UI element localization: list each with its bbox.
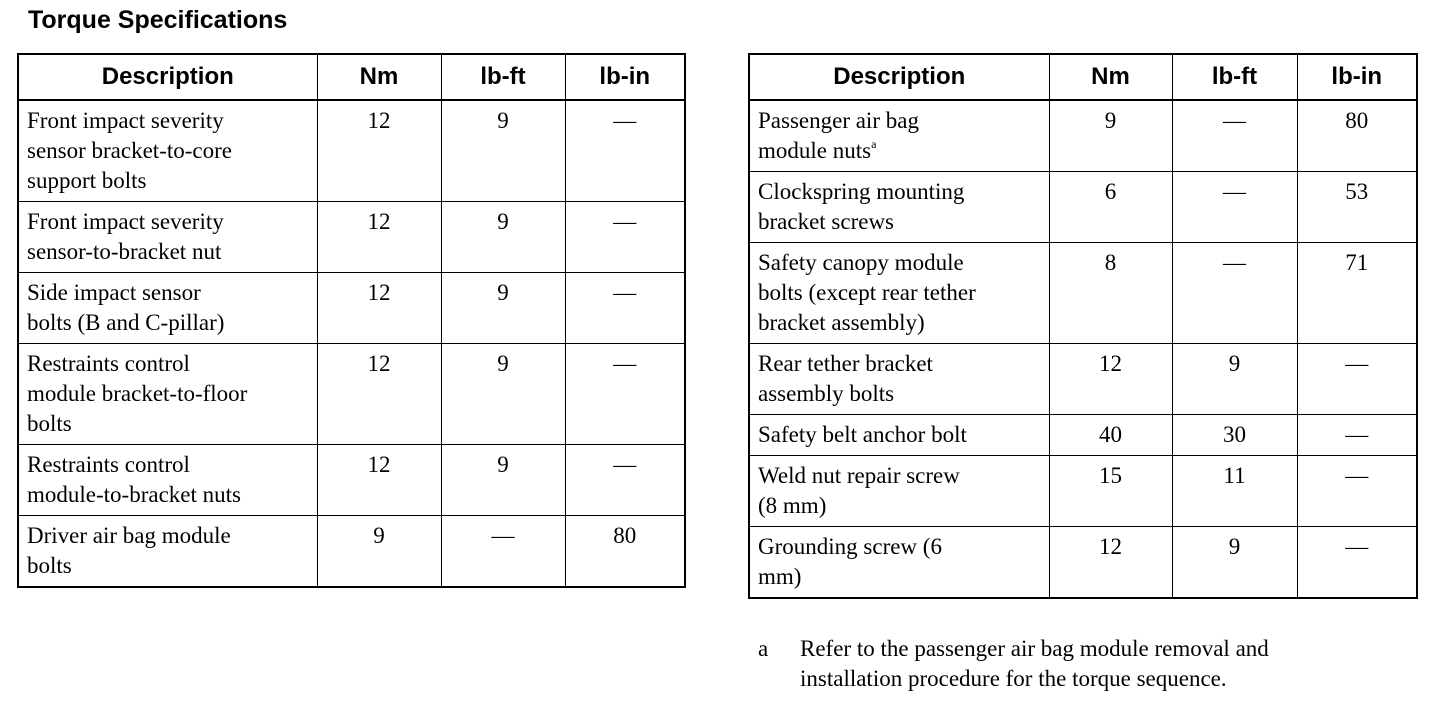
- cell-nm: 12: [1049, 344, 1172, 415]
- header-lb-in: lb-in: [565, 54, 685, 100]
- table-row: [749, 527, 1417, 599]
- description-line: [758, 349, 1043, 379]
- description-text: Restraints control: [27, 452, 190, 477]
- description-text: bolts: [27, 553, 72, 578]
- description-line: [27, 207, 311, 237]
- cell-lb-in: —: [565, 445, 685, 516]
- description-text: Side impact sensor: [27, 280, 201, 305]
- table-row: [749, 344, 1417, 415]
- description-line: [758, 177, 1043, 207]
- cell-lb-in: 71: [1297, 243, 1417, 344]
- cell-lb-ft: —: [1172, 172, 1297, 243]
- table-row: [18, 202, 685, 273]
- table-row: [18, 344, 685, 445]
- cell-lb-ft: 11: [1172, 456, 1297, 527]
- header-lb-ft: lb-ft: [1172, 54, 1297, 100]
- table-body-left: [18, 100, 685, 587]
- cell-nm: 12: [1049, 527, 1172, 599]
- description-text: Front impact severity: [27, 209, 224, 234]
- description-text: bolts: [27, 411, 72, 436]
- table-row: [749, 243, 1417, 344]
- table-row: [749, 456, 1417, 527]
- cell-nm: 15: [1049, 456, 1172, 527]
- description-text: Grounding screw (6: [758, 534, 942, 559]
- description-line: [758, 532, 1043, 562]
- description-text: Driver air bag module: [27, 523, 231, 548]
- cell-description: [749, 344, 1049, 415]
- cell-lb-ft: 9: [441, 100, 565, 202]
- cell-lb-in: —: [1297, 527, 1417, 599]
- cell-lb-in: —: [1297, 415, 1417, 456]
- cell-description: [749, 456, 1049, 527]
- table-row: [18, 273, 685, 344]
- description-line: [758, 491, 1043, 521]
- cell-description: [18, 100, 317, 202]
- footnote-line: installation procedure for the torque sequence.: [800, 666, 1227, 691]
- description-line: [27, 166, 311, 196]
- header-lb-in: lb-in: [1297, 54, 1417, 100]
- cell-lb-in: 53: [1297, 172, 1417, 243]
- description-line: [758, 308, 1043, 338]
- header-description: Description: [18, 54, 317, 100]
- description-text: support bolts: [27, 168, 147, 193]
- cell-lb-ft: 30: [1172, 415, 1297, 456]
- table-header-row: [749, 54, 1417, 100]
- description-line: [27, 237, 311, 267]
- description-line: [758, 379, 1043, 409]
- description-text: mm): [758, 564, 802, 589]
- description-text: Front impact severity: [27, 108, 224, 133]
- cell-nm: 12: [317, 202, 441, 273]
- description-text: assembly bolts: [758, 381, 895, 406]
- cell-description: [749, 243, 1049, 344]
- cell-lb-in: —: [565, 344, 685, 445]
- cell-lb-in: —: [565, 202, 685, 273]
- cell-lb-ft: 9: [441, 445, 565, 516]
- table-row: [749, 172, 1417, 243]
- cell-lb-in: —: [1297, 456, 1417, 527]
- description-line: [758, 562, 1043, 592]
- description-text: (8 mm): [758, 493, 827, 518]
- table-row: [749, 415, 1417, 456]
- table-row: [749, 100, 1417, 172]
- table-header-row: [18, 54, 685, 100]
- description-line: [758, 136, 1043, 166]
- description-text: Weld nut repair screw: [758, 463, 960, 488]
- table-row: [18, 516, 685, 588]
- cell-lb-in: —: [565, 273, 685, 344]
- description-text: sensor bracket-to-core: [27, 138, 232, 163]
- footnote-line: Refer to the passenger air bag module removal and: [800, 636, 1269, 661]
- description-line: [27, 278, 311, 308]
- cell-lb-ft: —: [1172, 100, 1297, 172]
- description-text: Safety belt anchor bolt: [758, 422, 967, 447]
- cell-nm: 9: [317, 516, 441, 588]
- torque-table-right: [748, 53, 1418, 599]
- description-text: bracket screws: [758, 209, 895, 234]
- description-text: sensor-to-bracket nut: [27, 239, 222, 264]
- cell-lb-ft: 9: [441, 273, 565, 344]
- description-line: [758, 106, 1043, 136]
- description-line: [27, 480, 311, 510]
- description-line: [758, 461, 1043, 491]
- header-nm: Nm: [1049, 54, 1172, 100]
- cell-description: [749, 100, 1049, 172]
- description-text: Restraints control: [27, 351, 190, 376]
- cell-lb-in: —: [565, 100, 685, 202]
- table-row: [18, 100, 685, 202]
- cell-lb-ft: —: [441, 516, 565, 588]
- description-line: [27, 136, 311, 166]
- header-lb-ft: lb-ft: [441, 54, 565, 100]
- description-text: Rear tether bracket: [758, 351, 933, 376]
- description-line: [27, 349, 311, 379]
- cell-nm: 40: [1049, 415, 1172, 456]
- cell-lb-in: —: [1297, 344, 1417, 415]
- description-text: Safety canopy module: [758, 250, 964, 275]
- cell-description: [18, 516, 317, 588]
- description-line: [27, 106, 311, 136]
- cell-description: [749, 415, 1049, 456]
- description-text: bolts (except rear tether: [758, 280, 976, 305]
- description-text: Passenger air bag: [758, 108, 919, 133]
- cell-description: [18, 202, 317, 273]
- description-line: [758, 420, 1043, 450]
- cell-nm: 12: [317, 100, 441, 202]
- footnote-text: [800, 634, 1420, 694]
- description-text: module nuts: [758, 138, 872, 163]
- page-title: Torque Specifications: [28, 6, 288, 34]
- cell-nm: 8: [1049, 243, 1172, 344]
- description-text: bolts (B and C-pillar): [27, 310, 225, 335]
- cell-description: [749, 527, 1049, 599]
- description-line: [758, 248, 1043, 278]
- header-nm: Nm: [317, 54, 441, 100]
- cell-lb-ft: —: [1172, 243, 1297, 344]
- description-line: [758, 278, 1043, 308]
- footnote-reference: a: [871, 137, 877, 151]
- description-line: [27, 379, 311, 409]
- description-text: Clockspring mounting: [758, 179, 965, 204]
- header-description: Description: [749, 54, 1049, 100]
- cell-nm: 12: [317, 273, 441, 344]
- cell-description: [749, 172, 1049, 243]
- cell-nm: 12: [317, 344, 441, 445]
- cell-lb-ft: 9: [1172, 344, 1297, 415]
- description-line: [27, 551, 311, 581]
- description-text: module-to-bracket nuts: [27, 482, 241, 507]
- cell-nm: 12: [317, 445, 441, 516]
- cell-lb-ft: 9: [441, 202, 565, 273]
- cell-description: [18, 344, 317, 445]
- table-body-right: [749, 100, 1417, 598]
- cell-lb-in: 80: [565, 516, 685, 588]
- description-line: [27, 409, 311, 439]
- description-line: [27, 450, 311, 480]
- cell-lb-ft: 9: [1172, 527, 1297, 599]
- cell-nm: 9: [1049, 100, 1172, 172]
- description-line: [758, 207, 1043, 237]
- cell-description: [18, 445, 317, 516]
- footnote-mark: a: [758, 636, 769, 661]
- table-row: [18, 445, 685, 516]
- description-text: module bracket-to-floor: [27, 381, 248, 406]
- description-line: [27, 521, 311, 551]
- cell-lb-in: 80: [1297, 100, 1417, 172]
- torque-table-left: [17, 53, 686, 588]
- description-line: [27, 308, 311, 338]
- cell-nm: 6: [1049, 172, 1172, 243]
- cell-description: [18, 273, 317, 344]
- description-text: bracket assembly): [758, 310, 925, 335]
- cell-lb-ft: 9: [441, 344, 565, 445]
